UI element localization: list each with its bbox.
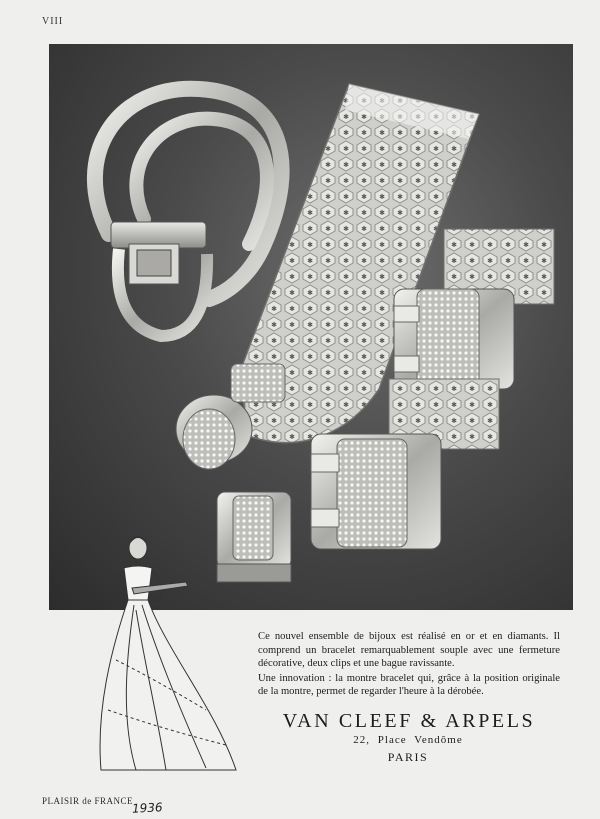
brand-address: 22, Place Vendôme — [353, 734, 463, 746]
handwritten-year: 1936 — [131, 800, 163, 816]
jewellery-illustration — [49, 44, 573, 610]
brand-city: PARIS — [387, 750, 429, 764]
snake-chain-watch — [95, 89, 282, 336]
page-number: VIII — [42, 16, 64, 27]
innovation-paragraph: Une innovation : la montre bracelet qui, grâce à la position originale de la montre, permet de regarder l'heure à la dérobée. — [258, 672, 560, 698]
fashion-illustration — [96, 530, 246, 780]
magazine-title: PLAISIR de FRANCE — [42, 796, 134, 806]
jewellery-photograph — [49, 44, 573, 610]
description-paragraph: Ce nouvel ensemble de bijoux est réalisé en or et en diamants. Il comprend un bracelet remarquablement souple avec une fermeture décorative, deux clips et une bague ravissante. — [258, 631, 560, 670]
advert-copy — [258, 630, 560, 699]
brand-name: VAN CLEEF & ARPELS — [282, 710, 536, 732]
woman-in-gown-sketch — [96, 530, 246, 780]
